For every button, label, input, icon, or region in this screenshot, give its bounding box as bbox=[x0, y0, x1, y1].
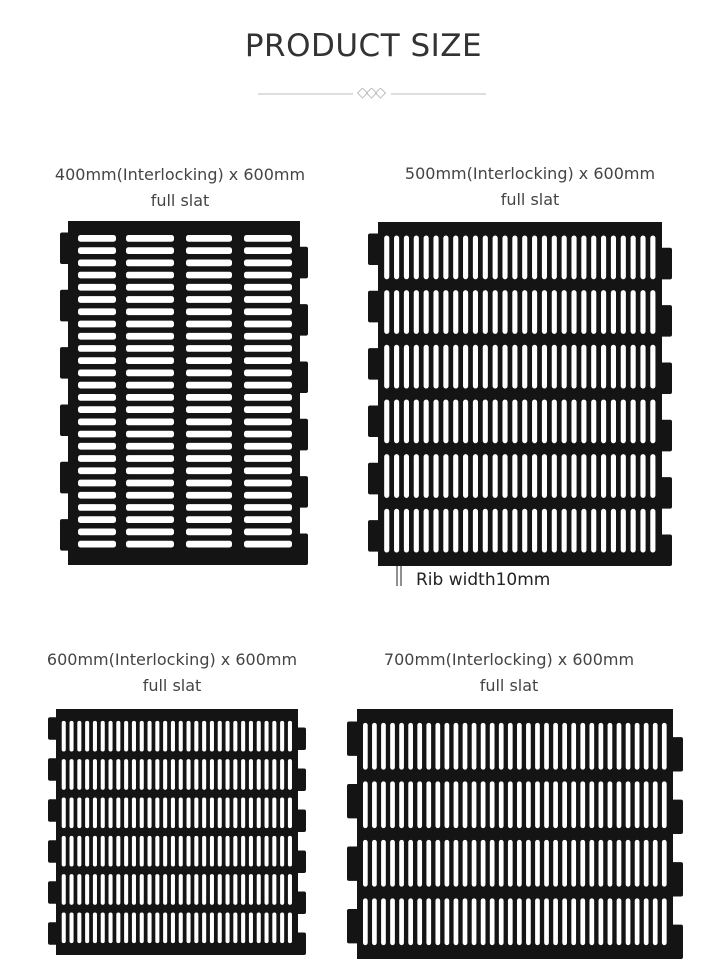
product-size: 400mm(Interlocking) x 600mm bbox=[54, 165, 306, 184]
slat-image-600 bbox=[48, 709, 306, 955]
product-size: 500mm(Interlocking) x 600mm bbox=[404, 164, 656, 183]
diamond-ornament-icon bbox=[258, 88, 486, 100]
slat-image-500 bbox=[368, 222, 672, 566]
product-caption-700 bbox=[364, 647, 654, 699]
rib-dimension-icon bbox=[396, 566, 402, 586]
rib-width-label: Rib width10mm bbox=[416, 570, 551, 590]
product-type: full slat bbox=[500, 190, 560, 209]
product-caption-600 bbox=[30, 647, 314, 699]
product-caption-500 bbox=[388, 161, 672, 213]
product-type: full slat bbox=[142, 676, 202, 695]
slat-image-700 bbox=[347, 709, 683, 959]
product-type: full slat bbox=[150, 191, 210, 210]
product-size: 700mm(Interlocking) x 600mm bbox=[383, 650, 635, 669]
slat-image-400 bbox=[60, 221, 308, 565]
page-title: PRODUCT SIZE bbox=[244, 28, 483, 64]
product-type: full slat bbox=[479, 676, 539, 695]
product-size: 600mm(Interlocking) x 600mm bbox=[46, 650, 298, 669]
product-caption-400 bbox=[40, 162, 320, 214]
